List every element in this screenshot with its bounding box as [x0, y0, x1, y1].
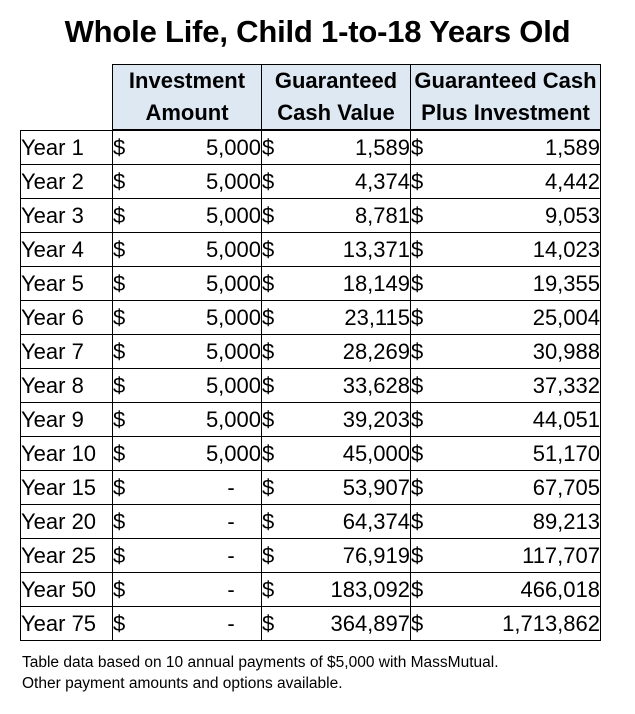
currency-symbol: $ — [262, 611, 275, 636]
currency-symbol: $ — [113, 373, 126, 398]
investment-cell — [113, 539, 262, 573]
cash-value-cell — [262, 267, 411, 301]
year-cell: Year 75 — [21, 607, 113, 641]
amount-value: 5,000 — [205, 169, 261, 194]
amount-value: 19,355 — [532, 271, 600, 296]
amount-value: 183,092 — [330, 577, 410, 602]
plus-investment-cell — [411, 267, 601, 301]
table-body — [21, 130, 601, 641]
table-row — [21, 573, 601, 607]
amount-value: 1,713,862 — [502, 611, 600, 636]
amount-value: 5,000 — [205, 305, 261, 330]
amount-value: 53,907 — [342, 475, 410, 500]
amount-value: - — [227, 543, 235, 568]
currency-symbol: $ — [411, 237, 424, 262]
header-plus-investment-line1: Guaranteed Cash — [411, 65, 601, 98]
currency-symbol: $ — [411, 271, 424, 296]
table-row — [21, 199, 601, 233]
table-row — [21, 165, 601, 199]
currency-symbol: $ — [411, 305, 424, 330]
cash-value-cell — [262, 233, 411, 267]
amount-value: 45,000 — [342, 441, 410, 466]
cash-value-cell — [262, 471, 411, 505]
currency-symbol: $ — [262, 135, 275, 160]
cash-value-cell — [262, 437, 411, 471]
currency-symbol: $ — [113, 543, 126, 568]
year-cell: Year 7 — [21, 335, 113, 369]
currency-symbol: $ — [411, 577, 424, 602]
amount-value: 5,000 — [205, 135, 261, 160]
year-cell: Year 3 — [21, 199, 113, 233]
plus-investment-cell — [411, 165, 601, 199]
currency-symbol: $ — [113, 339, 126, 364]
currency-symbol: $ — [411, 509, 424, 534]
cash-value-table — [20, 64, 601, 641]
currency-symbol: $ — [113, 441, 126, 466]
plus-investment-cell — [411, 233, 601, 267]
year-cell: Year 1 — [21, 130, 113, 165]
footnote-line-2: Other payment amounts and options available. — [22, 675, 343, 692]
table-row — [21, 267, 601, 301]
amount-value: 37,332 — [532, 373, 600, 398]
currency-symbol: $ — [262, 339, 275, 364]
cash-value-cell — [262, 301, 411, 335]
table-row — [21, 233, 601, 267]
cash-value-cell — [262, 573, 411, 607]
currency-symbol: $ — [262, 237, 275, 262]
amount-value: 30,988 — [532, 339, 600, 364]
cash-value-cell — [262, 403, 411, 437]
currency-symbol: $ — [113, 577, 126, 602]
year-cell: Year 10 — [21, 437, 113, 471]
table-row — [21, 539, 601, 573]
amount-value: 5,000 — [205, 339, 261, 364]
amount-value: 44,051 — [532, 407, 600, 432]
currency-symbol: $ — [113, 305, 126, 330]
cash-value-cell — [262, 130, 411, 165]
amount-value: 39,203 — [342, 407, 410, 432]
amount-value: 8,781 — [354, 203, 410, 228]
currency-symbol: $ — [113, 611, 126, 636]
amount-value: 33,628 — [342, 373, 410, 398]
cash-value-cell — [262, 505, 411, 539]
table-row — [21, 403, 601, 437]
currency-symbol: $ — [262, 169, 275, 194]
amount-value: 4,374 — [354, 169, 410, 194]
currency-symbol: $ — [113, 407, 126, 432]
plus-investment-cell — [411, 573, 601, 607]
table-row — [21, 471, 601, 505]
cash-value-cell — [262, 369, 411, 403]
page-title: Whole Life, Child 1-to-18 Years Old — [64, 14, 571, 49]
footnote — [22, 652, 499, 694]
currency-symbol: $ — [411, 135, 424, 160]
year-cell: Year 50 — [21, 573, 113, 607]
amount-value: 23,115 — [344, 305, 410, 330]
currency-symbol: $ — [113, 169, 126, 194]
currency-symbol: $ — [262, 305, 275, 330]
currency-symbol: $ — [411, 441, 424, 466]
cash-value-cell — [262, 539, 411, 573]
header-cash-value-line1: Guaranteed — [262, 65, 411, 98]
header-plus-investment-line2: Plus Investment — [411, 97, 601, 130]
investment-cell — [113, 165, 262, 199]
table-row — [21, 607, 601, 641]
currency-symbol: $ — [411, 169, 424, 194]
currency-symbol: $ — [262, 203, 275, 228]
cash-value-cell — [262, 165, 411, 199]
currency-symbol: $ — [262, 475, 275, 500]
currency-symbol: $ — [411, 407, 424, 432]
amount-value: 76,919 — [342, 543, 410, 568]
investment-cell — [113, 369, 262, 403]
amount-value: 117,707 — [522, 543, 600, 568]
amount-value: 28,269 — [342, 339, 410, 364]
currency-symbol: $ — [411, 203, 424, 228]
year-cell: Year 4 — [21, 233, 113, 267]
plus-investment-cell — [411, 403, 601, 437]
amount-value: 25,004 — [532, 305, 600, 330]
amount-value: 1,589 — [544, 135, 600, 160]
plus-investment-cell — [411, 335, 601, 369]
investment-cell — [113, 301, 262, 335]
investment-cell — [113, 403, 262, 437]
amount-value: 5,000 — [205, 441, 261, 466]
plus-investment-cell — [411, 437, 601, 471]
currency-symbol: $ — [113, 237, 126, 262]
investment-cell — [113, 335, 262, 369]
plus-investment-cell — [411, 301, 601, 335]
currency-symbol: $ — [262, 441, 275, 466]
amount-value: - — [227, 577, 235, 602]
amount-value: 364,897 — [330, 611, 410, 636]
currency-symbol: $ — [411, 611, 424, 636]
amount-value: 5,000 — [205, 237, 261, 262]
amount-value: 9,053 — [544, 203, 600, 228]
year-cell: Year 9 — [21, 403, 113, 437]
header-cash-value-line2: Cash Value — [262, 97, 411, 130]
investment-cell — [113, 199, 262, 233]
amount-value: 51,170 — [532, 441, 600, 466]
cash-value-cell — [262, 607, 411, 641]
currency-symbol: $ — [262, 271, 275, 296]
amount-value: - — [227, 509, 235, 534]
header-investment-line1: Investment — [113, 65, 262, 98]
amount-value: 67,705 — [532, 475, 600, 500]
currency-symbol: $ — [262, 543, 275, 568]
currency-symbol: $ — [113, 271, 126, 296]
amount-value: - — [227, 611, 235, 636]
amount-value: 1,589 — [354, 135, 410, 160]
amount-value: 14,023 — [532, 237, 600, 262]
amount-value: - — [227, 475, 235, 500]
plus-investment-cell — [411, 607, 601, 641]
amount-value: 4,442 — [544, 169, 600, 194]
plus-investment-cell — [411, 369, 601, 403]
amount-value: 13,371 — [342, 237, 410, 262]
table-row — [21, 130, 601, 165]
amount-value: 5,000 — [205, 271, 261, 296]
investment-cell — [113, 267, 262, 301]
investment-cell — [113, 437, 262, 471]
year-cell: Year 5 — [21, 267, 113, 301]
table-row — [21, 369, 601, 403]
amount-value: 5,000 — [205, 373, 261, 398]
plus-investment-cell — [411, 539, 601, 573]
plus-investment-cell — [411, 505, 601, 539]
amount-value: 466,018 — [520, 577, 600, 602]
currency-symbol: $ — [113, 203, 126, 228]
investment-cell — [113, 130, 262, 165]
table-row — [21, 335, 601, 369]
header-row-1 — [21, 65, 601, 98]
investment-cell — [113, 471, 262, 505]
amount-value: 5,000 — [205, 203, 261, 228]
currency-symbol: $ — [262, 407, 275, 432]
amount-value: 5,000 — [205, 407, 261, 432]
year-cell: Year 8 — [21, 369, 113, 403]
currency-symbol: $ — [262, 373, 275, 398]
cash-value-cell — [262, 335, 411, 369]
investment-cell — [113, 573, 262, 607]
currency-symbol: $ — [262, 509, 275, 534]
currency-symbol: $ — [411, 339, 424, 364]
amount-value: 64,374 — [342, 509, 410, 534]
investment-cell — [113, 505, 262, 539]
plus-investment-cell — [411, 130, 601, 165]
year-cell: Year 15 — [21, 471, 113, 505]
plus-investment-cell — [411, 471, 601, 505]
header-corner — [21, 65, 113, 131]
amount-value: 18,149 — [342, 271, 410, 296]
currency-symbol: $ — [411, 543, 424, 568]
year-cell: Year 6 — [21, 301, 113, 335]
footnote-line-1: Table data based on 10 annual payments of $5,000 with MassMutual. — [22, 654, 499, 671]
plus-investment-cell — [411, 199, 601, 233]
currency-symbol: $ — [113, 135, 126, 160]
table-row — [21, 505, 601, 539]
cash-value-cell — [262, 199, 411, 233]
year-cell: Year 25 — [21, 539, 113, 573]
year-cell: Year 20 — [21, 505, 113, 539]
investment-cell — [113, 607, 262, 641]
investment-cell — [113, 233, 262, 267]
currency-symbol: $ — [113, 509, 126, 534]
currency-symbol: $ — [113, 475, 126, 500]
header-investment-line2: Amount — [113, 97, 262, 130]
currency-symbol: $ — [262, 577, 275, 602]
currency-symbol: $ — [411, 475, 424, 500]
table-row — [21, 437, 601, 471]
year-cell: Year 2 — [21, 165, 113, 199]
amount-value: 89,213 — [532, 509, 600, 534]
table-row — [21, 301, 601, 335]
currency-symbol: $ — [411, 373, 424, 398]
